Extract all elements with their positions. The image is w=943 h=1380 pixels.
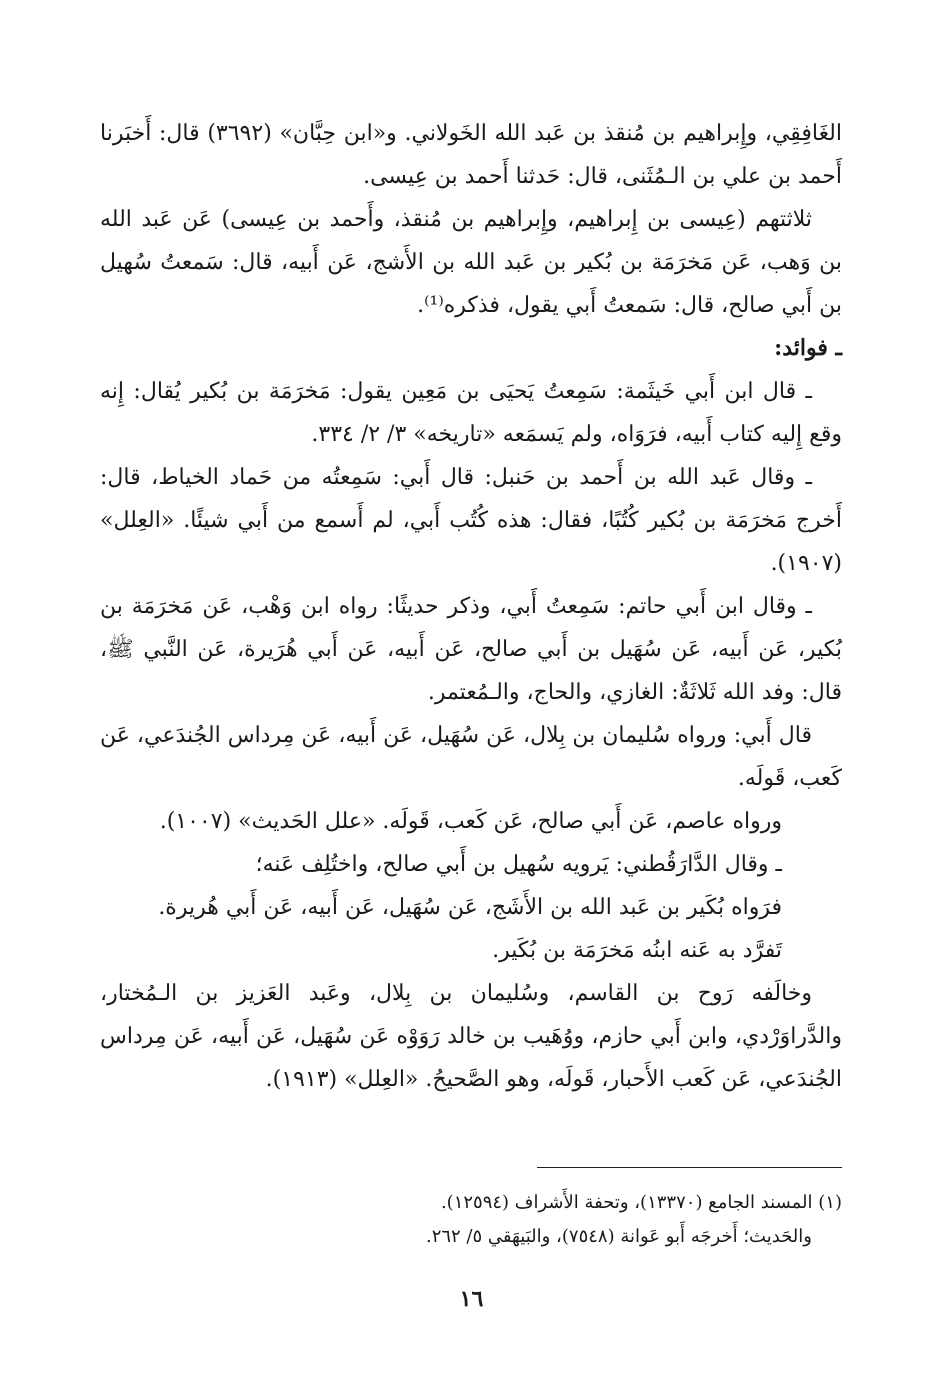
paragraph-6: قال أَبي: ورواه سُليمان بن بِلال، عَن سُهَيل، عَن أَبيه، عَن مِرداس الجُندَعي، عَن كَعب، قَولَه. — [100, 723, 842, 791]
paragraph-7: ورواه عاصم، عَن أَبي صالح، عَن كَعب، قَولَه. «علل الحَديث» (١٠٠٧). — [159, 809, 782, 834]
footnote-1: (١) المسند الجامع (١٣٣٧٠)، وتحفة الأَشراف (١٢٥٩٤). — [440, 1192, 842, 1213]
paragraph-11: وخالَفه رَوح بن القاسم، وسُليمان بن بِلال، وعَبد العَزيز بن الـمُختار، والدَّراوَرْدي، وابن أَبي حازم، ووُهَيب بن خالد رَوَوْه عَن سُهَيل، عَن أَبيه، عَن مِرداس الجُندَعي، عَن كَعب الأَحبار، قَولَه، وهو الصَّحيحُ. «العِلل» (١٩١٣). — [100, 981, 842, 1092]
paragraph-5: ـ وقال ابن أَبي حاتم: سَمِعتُ أَبي، وذكر حديثًا: رواه ابن وَهْب، عَن مَخرَمَة بن بُكير، عَن أَبيه، عَن سُهَيل بن أَبي صالح، عَن أَبيه، عَن أَبي هُرَيرة، عَن النَّبي ﷺ، قال: وفد الله ثَلاثَةٌ: الغازي، والحاج، والـمُعتمر. — [100, 594, 842, 705]
paragraph-1: الغَافِقِي، وإِبراهيم بن مُنقذ بن عَبد الله الخَولاني. و«ابن حِبَّان» (٣٦٩٢) قال: أَخبَرنا أَحمد بن علي بن الـمُثَنى، قال: حَدثنا أَحمد بن عِيسى. — [100, 121, 842, 189]
footnote-1-continuation: والحَديث؛ أَخرجَه أَبو عَوانة (٧٥٤٨)، والبَيهَقي ٥/ ٢٦٢. — [425, 1226, 812, 1247]
footnotes — [100, 1186, 842, 1254]
paragraph-8: ـ وقال الدَّارَقُطني: يَرويه سُهيل بن أَبي صالح، واختُلِف عَنه؛ — [255, 852, 782, 877]
section-heading-fawaid: ـ فوائد: — [774, 335, 842, 361]
paragraph-2: ثلاثتهم (عِيسى بن إِبراهيم، وإِبراهيم بن مُنقذ، وأَحمد بن عِيسى) عَن عَبد الله بن وَهب، عَن مَخرَمَة بن بُكير بن عَبد الله بن الأَشج، عَن أَبيه، قال: سَمعتُ سُهيل بن أَبي صالح، قال: سَمعتُ أَبي يقول، فذكره⁽¹⁾. — [100, 207, 842, 318]
paragraph-4: ـ وقال عَبد الله بن أَحمد بن حَنبل: قال أَبي: سَمِعتُه من حَماد الخياط، قال: أَخرج مَخرَمَة بن بُكير كُتُبًا، فقال: هذه كُتُب أَبي، لم أَسمع من أَبي شيئًا. «العِلل» (١٩٠٧). — [100, 465, 842, 576]
main-text — [100, 112, 842, 1101]
paragraph-10: تَفرَّد به عَنه ابنُه مَخرَمَة بن بُكَير. — [492, 938, 782, 963]
footnote-divider — [537, 1167, 842, 1168]
page-number: ١٦ — [459, 1286, 484, 1312]
paragraph-3: ـ قال ابن أَبي خَيثَمة: سَمِعتُ يَحيَى بن مَعِين يقول: مَخرَمَة بن بُكير يُقال: إِنه وقع إِليه كتاب أَبيه، فرَوَاه، ولم يَسمَعه «تاريخه» ٣/ ٢/ ٣٣٤. — [100, 379, 842, 447]
paragraph-9: فرَواه بُكَير بن عَبد الله بن الأَشَج، عَن سُهَيل، عَن أَبيه، عَن أَبي هُريرة. — [158, 895, 782, 920]
